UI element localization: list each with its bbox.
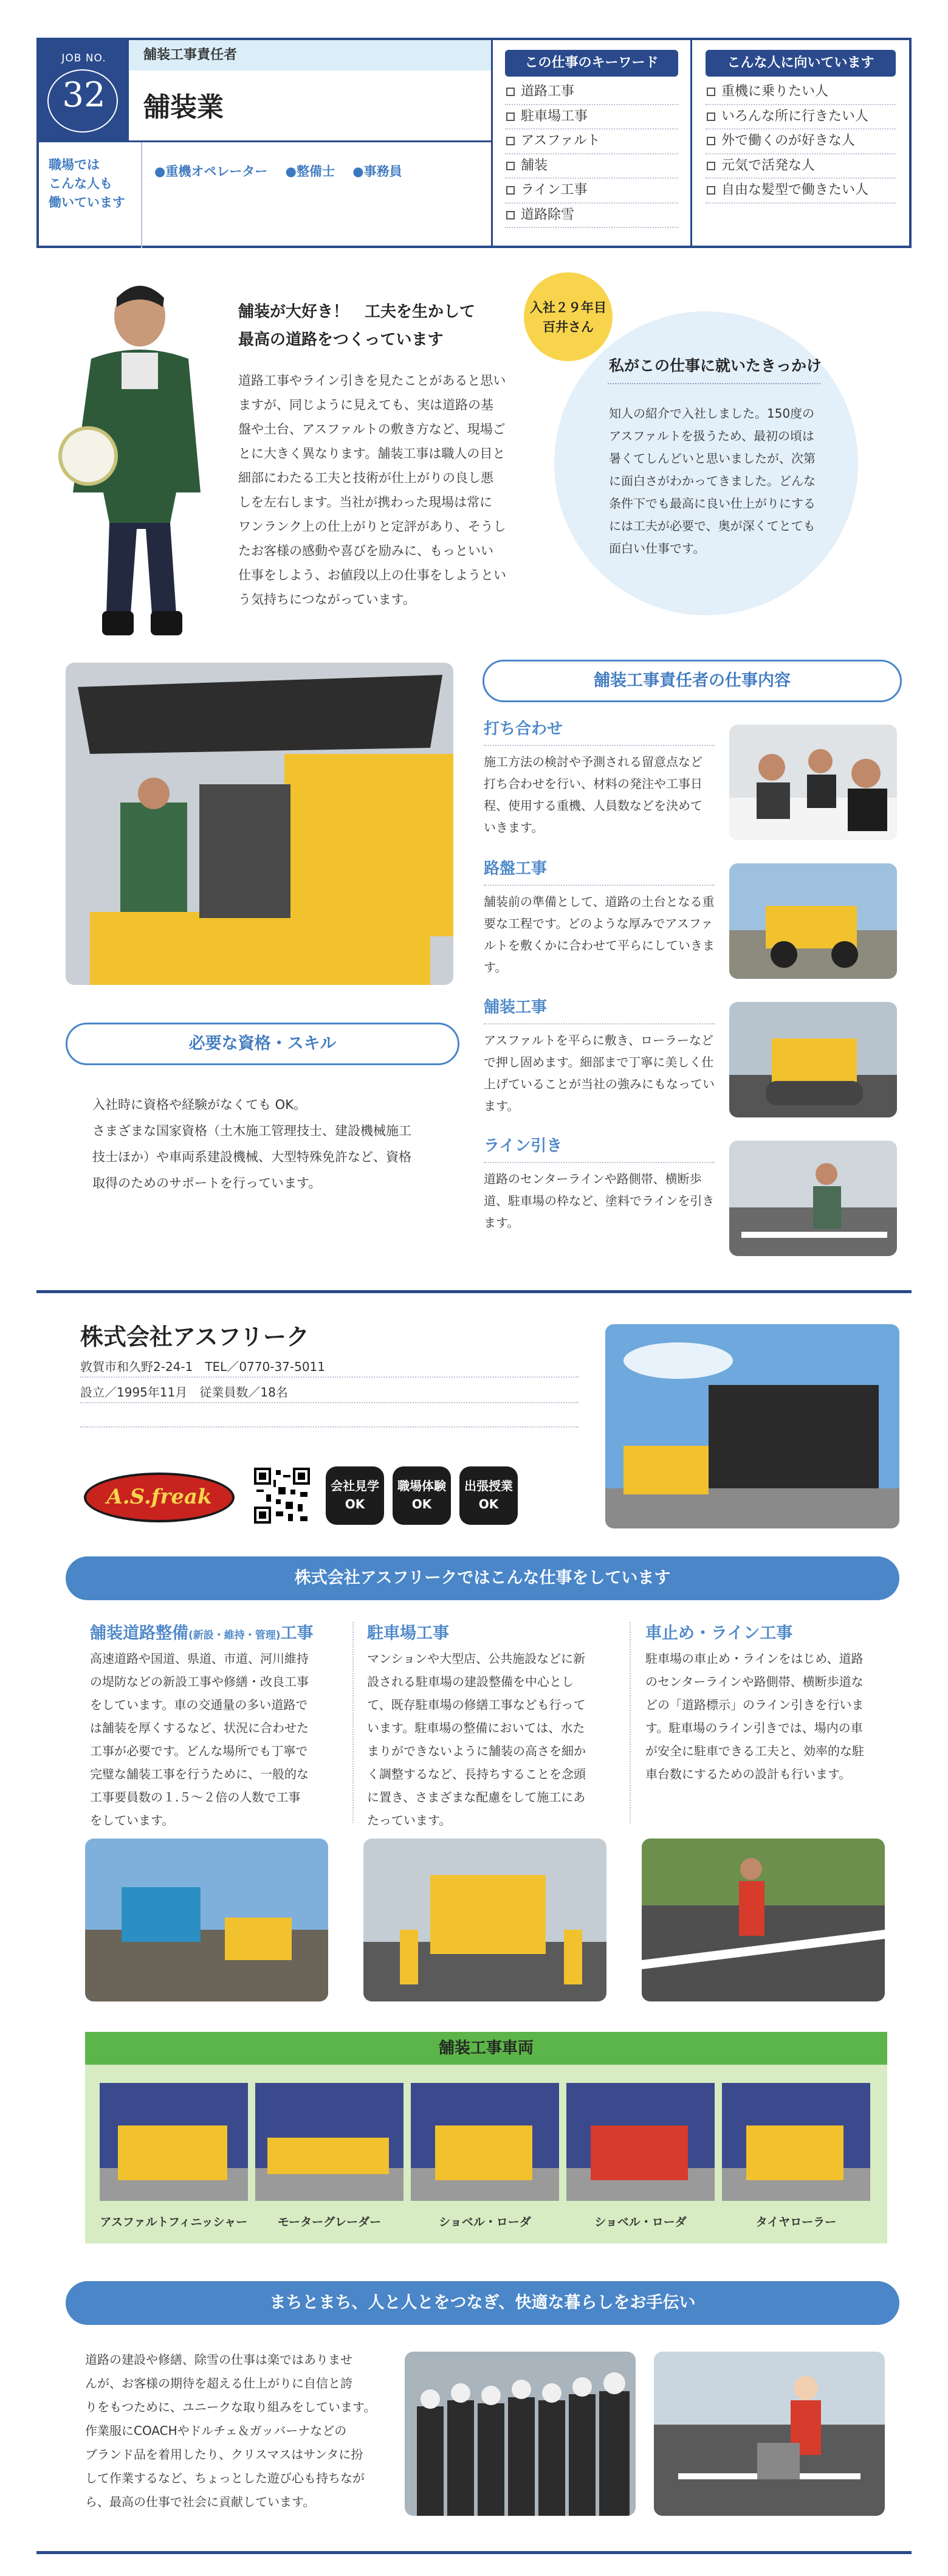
skills-line: 取得のためのサポートを行っています。 — [92, 1176, 321, 1190]
vehicle-label: ショベル・ローダ — [439, 2215, 531, 2229]
intro-body-line: とに大きく異なります。舗装工事は職人の目と — [238, 446, 506, 461]
skills-body — [92, 1092, 411, 1196]
skills-line: 入社時に資格や経験がなくても OK。 — [92, 1097, 306, 1112]
roller-photo — [729, 1002, 897, 1117]
bottom-body-line: して作業するなど、ちょっとした遊び心も持ちなが — [85, 2471, 365, 2485]
person-badge — [524, 272, 613, 361]
work-item — [484, 995, 715, 1117]
vehicle-label: モーターグレーダー — [277, 2215, 382, 2229]
job-subtitle: 舗装工事責任者 — [129, 40, 491, 71]
job-title: 舗装業 — [143, 92, 224, 123]
company-logo: A.S.freak — [84, 1473, 235, 1522]
intro-body-line: たお客様の感動や喜びを励みに、もっといい — [238, 544, 493, 558]
qr-code-icon[interactable] — [254, 1468, 310, 1524]
keyword-item: 舗装 — [505, 154, 678, 179]
work-item-body: 舗装前の準備として、道路の土台となる重 要な工程です。どのような厚みでアスファ ルトを敷くかに合わせて平らにしていきま す。 — [484, 894, 715, 975]
circle-title: 私がこの仕事に就いたきっかけ — [609, 357, 822, 375]
vehicle-photo — [566, 2083, 715, 2201]
worker-photo — [49, 274, 225, 644]
work-item-title: 路盤工事 — [484, 860, 548, 878]
work-item-body: アスファルトを平らに敷き、ローラーなど で押し固めます。細部まで丁寧に美しく仕 上げていることが当社の強みにもなってい ます。 — [484, 1033, 715, 1113]
skills-line: 技士ほか）や車両系建設機械、大型特殊免許など、資格 — [92, 1150, 411, 1164]
office-photo — [605, 1324, 899, 1528]
intro-body-line: ますが、同じように見えても、実は道路の基 — [238, 398, 493, 412]
intro-headline-line: 舗装が大好き！ 工夫を生かして — [238, 303, 476, 321]
keyword-item: ライン工事 — [505, 179, 678, 204]
bottom-body-line: んが、お客様の期待を超える仕上がりに自信と誇 — [85, 2376, 352, 2391]
work-column-title: 駐車場工事 — [367, 1624, 449, 1643]
other-jobs-list — [154, 162, 402, 180]
santa-photo — [654, 2352, 885, 2516]
company-established: 設立／1995年11月 従業員数／18名 — [80, 1385, 288, 1400]
vehicles-title: 舗装工事車両 — [85, 2032, 887, 2065]
vehicle-label: タイヤローラー — [755, 2215, 837, 2229]
intro-body-line: しを左右します。当社が携わった現場は常に — [238, 495, 493, 509]
keywords-title: この仕事のキーワード — [505, 50, 678, 77]
work-item — [484, 856, 715, 978]
section-divider — [36, 1290, 912, 1293]
keyword-item: 駐車場工事 — [505, 105, 678, 130]
work-column-body: 駐車場の車止め・ラインをはじめ、道路 のセンターラインや路側帯、横断歩道な どの「道路標示」のライン引きを行いま す。駐車場のライン引きでは、場内の車 が安全に駐車できる工夫と、効率的な駐 車台数にするための設計も行います。 — [645, 1651, 864, 1781]
circle-divider — [608, 383, 820, 384]
circle-body-line: には工夫が必要で、奥が深くてとても — [609, 519, 816, 533]
suits-item: 外で働くのが好きな人 — [706, 129, 896, 154]
work-column-body: マンションや大型店、公共施設などに新 設される駐車場の建設整備を中心とし て、既存駐車場の修繕工事なども行って います。駐車場の整備においては、水た まりができないように舗装の高さを細か く調整するなど、長持ちすることを念頭 に置き、さまざまな配慮をして施工にあ たっています。 — [367, 1651, 586, 1828]
column-divider — [352, 1622, 354, 1823]
team-photo — [405, 2352, 636, 2516]
paver-photo — [66, 663, 453, 985]
bottom-body-line: 道路の建設や修繕、除雪の仕事は楽ではありませ — [85, 2352, 352, 2367]
work-item — [484, 1133, 715, 1234]
title-area — [129, 40, 491, 142]
circle-body-line: アスファルトを扱うため、最初の頃は — [609, 429, 814, 443]
circle-body-line: 条件下でも最高に良い仕上がりにする — [609, 496, 816, 511]
intro-body-line: 仕事をしよう、お値段以上の仕事をしようとい — [238, 568, 506, 582]
skills-line: さまざまな国家資格（土木施工管理技士、建設機械施工 — [92, 1124, 411, 1138]
bottom-body — [85, 2348, 376, 2514]
other-job-item: ●事務員 — [352, 164, 402, 179]
intro-body-line: 細部にわたる工夫と技術が仕上がりの良し悪 — [238, 471, 493, 485]
work-item-body: 施工方法の検討や予測される留意点など 打ち合わせを行い、材料の発注や工事日 程、使用する重機、人員数などを決めて いきます。 — [484, 754, 702, 835]
keyword-item: アスファルト — [505, 129, 678, 154]
intro-body-line: う気持ちにつながっています。 — [238, 592, 416, 607]
keywords-column — [491, 40, 690, 248]
company-address: 敦賀市和久野2-24-1 TEL／0770-37-5011 — [80, 1359, 326, 1374]
job-no-label: JOB NO. — [61, 52, 106, 64]
bottom-divider — [36, 2551, 912, 2554]
intro-body-line: ワンランク上の仕上がりと定評があり、そうし — [238, 519, 506, 534]
line-work-photo — [642, 1839, 885, 2001]
suits-item: 重機に乗りたい人 — [706, 80, 896, 105]
work-item-title: 舗装工事 — [484, 998, 548, 1017]
work-column — [367, 1620, 616, 1832]
experience-ok-badge: 職場体験 OK — [393, 1466, 451, 1525]
suits-item: いろんな所に行きたい人 — [706, 105, 896, 130]
work-column-title: 舗装道路整備(新設・維持・管理)工事 — [90, 1624, 314, 1643]
intro-headline-line: 最高の道路をつくっています — [238, 331, 444, 349]
vehicle-photo — [722, 2083, 870, 2201]
suits-title: こんな人に向いています — [706, 50, 896, 77]
meeting-photo — [729, 725, 897, 840]
work-column — [90, 1620, 339, 1832]
bottom-band: まちとまち、人と人とをつなぎ、快適な暮らしをお手伝い — [66, 2281, 899, 2325]
circle-body-line: 知人の紹介で入社しました。150度の — [609, 406, 815, 421]
other-job-item: ●整備士 — [285, 164, 335, 179]
person-badge-years: 入社２９年目 — [530, 300, 606, 315]
suits-column — [690, 40, 909, 248]
intro-headline — [238, 298, 475, 354]
intro-body-line: 道路工事やライン引きを見たことがあると思い — [238, 373, 506, 388]
vehicle-label: ショベル・ローダ — [594, 2215, 687, 2229]
column-divider — [630, 1622, 631, 1823]
work-content-pill: 舗装工事責任者の仕事内容 — [483, 660, 902, 702]
company-name: 株式会社アスフリーク — [80, 1324, 309, 1350]
work-column — [645, 1620, 901, 1786]
company-work-band: 株式会社アスフリークではこんな仕事をしています — [66, 1556, 899, 1600]
suits-item: 元気で活発な人 — [706, 154, 896, 179]
tour-ok-badge: 会社見学 OK — [326, 1466, 384, 1525]
header-box — [36, 38, 912, 248]
other-jobs-label: 職場では こんな人も 働いています — [39, 142, 142, 248]
suits-item: 自由な髪型で働きたい人 — [706, 179, 896, 204]
vehicle-label: アスファルトフィニッシャー — [100, 2215, 248, 2229]
work-item-title: 打ち合わせ — [484, 720, 563, 738]
work-column-body: 高速道路や国道、県道、市道、河川維持 の堤防などの新設工事や修繕・改良工事 をしています。車の交通量の多い道路で は舗装を厚くするなど、状況に合わせた 工事が必要です。どんな場所でも丁寧で 完璧な舗装工事を行うために、一般的な 工事要員数の１.５～２倍の人数で工事 をしています。 — [90, 1651, 309, 1828]
grader-photo — [729, 863, 897, 979]
bottom-body-line: ら、最高の仕事で社会に貢献しています。 — [85, 2495, 315, 2509]
bottom-body-line: 作業服にCOACHやドルチェ＆ガッバーナなどの — [85, 2423, 347, 2438]
lecture-ok-badge: 出張授業 OK — [459, 1466, 518, 1525]
intro-body — [238, 368, 518, 612]
skills-pill: 必要な資格・スキル — [66, 1023, 459, 1065]
vehicle-photo — [100, 2083, 248, 2201]
keyword-item: 道路工事 — [505, 80, 678, 105]
work-item-body: 道路のセンターラインや路側帯、横断歩 道、駐車場の枠など、塗料でラインを引き ます。 — [484, 1172, 715, 1230]
circle-body-line: 暑くてしんどいと思いましたが、次第 — [609, 451, 816, 466]
vehicle-photo — [411, 2083, 559, 2201]
bottom-body-line: りをもつために、ユニークな取り組みをしています。 — [85, 2400, 376, 2414]
road-work-photo — [85, 1839, 328, 2001]
keyword-item: 道路除雪 — [505, 204, 678, 229]
job-no: 32 — [62, 75, 106, 115]
circle-body-line: に面白さがわかってきました。どんな — [609, 474, 816, 488]
line-painting-photo — [729, 1141, 897, 1256]
vehicle-photo — [255, 2083, 404, 2201]
job-number-block — [39, 40, 129, 142]
person-badge-name: 百井さん — [543, 320, 594, 334]
other-job-item: ●重機オペレーター — [154, 164, 268, 179]
circle-body-line: 面白い仕事です。 — [609, 541, 706, 556]
work-column-title: 車止め・ライン工事 — [645, 1624, 793, 1643]
work-item-title: ライン引き — [484, 1137, 563, 1155]
bottom-body-line: ブランド品を着用したり、クリスマスはサンタに扮 — [85, 2447, 363, 2462]
work-item — [484, 716, 715, 838]
intro-body-line: 盤や土台、アスファルトの敷き方など、現場ご — [238, 422, 506, 437]
circle-body — [609, 402, 816, 560]
parking-work-photo — [363, 1839, 606, 2001]
